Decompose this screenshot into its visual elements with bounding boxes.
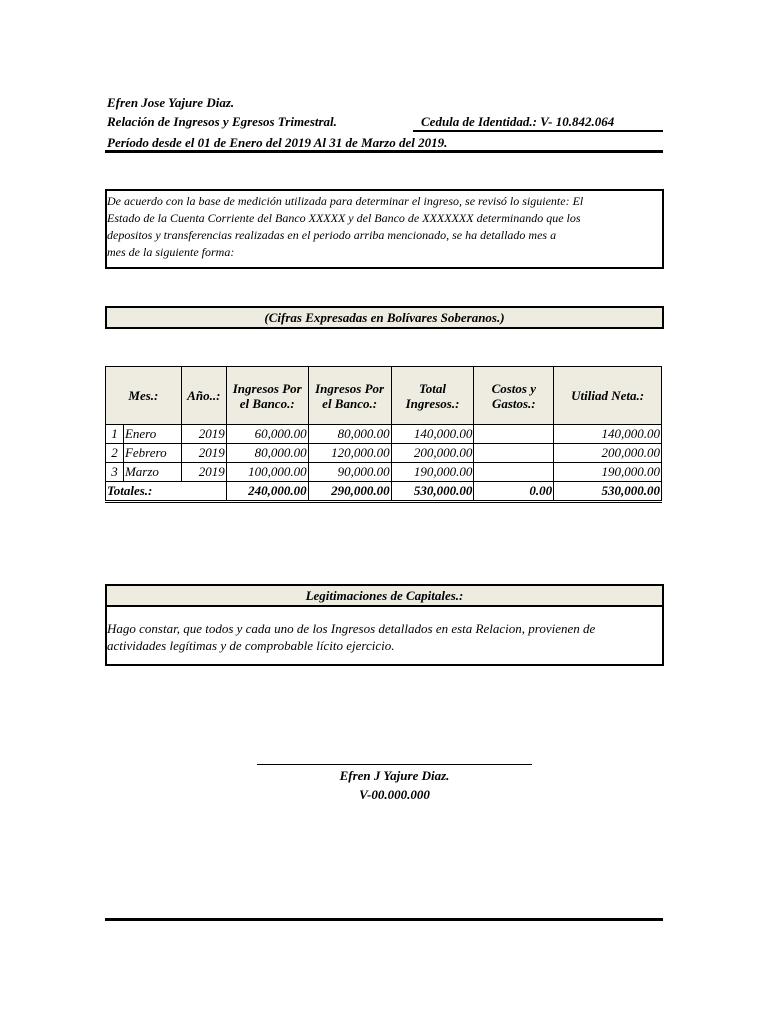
- row-number: 2: [106, 444, 124, 463]
- row-number: 3: [106, 463, 124, 482]
- col-header-mes: Mes.:: [106, 367, 182, 425]
- totals-row: [106, 482, 662, 502]
- legit-line: actividades legítimas y de comprobable lícito ejercicio.: [107, 638, 395, 653]
- legit-title: Legitimaciones de Capitales.:: [105, 584, 664, 607]
- income-table: [105, 366, 662, 503]
- header-rule: [105, 150, 663, 153]
- totals-utilidad: 530,000.00: [554, 482, 662, 502]
- intro-line: De acuerdo con la base de medición utilizada para determinar el ingreso, se revisó lo siguiente: El: [107, 194, 584, 208]
- table-row: [106, 425, 662, 444]
- row-month: Febrero: [123, 444, 181, 463]
- legit-line: Hago constar, que todos y cada uno de los Ingresos detallados en esta Relacion, provienen de: [107, 621, 596, 636]
- row-ingresos-1: 100,000.00: [226, 463, 308, 482]
- cedula-underline: [413, 130, 663, 132]
- intro-paragraph: [105, 189, 664, 269]
- signature-id: V-00.000.000: [359, 787, 430, 802]
- row-ingresos-2: 80,000.00: [308, 425, 391, 444]
- totals-label: Totales.:: [106, 482, 227, 502]
- row-costos: [474, 444, 554, 463]
- row-total: 140,000.00: [391, 425, 474, 444]
- totals-ingresos-1: 240,000.00: [226, 482, 308, 502]
- col-header-anio: Año..:: [181, 367, 226, 425]
- row-ingresos-1: 80,000.00: [226, 444, 308, 463]
- row-year: 2019: [181, 463, 226, 482]
- row-year: 2019: [181, 425, 226, 444]
- footer-rule: [105, 918, 663, 921]
- row-year: 2019: [181, 444, 226, 463]
- row-total: 190,000.00: [391, 463, 474, 482]
- row-ingresos-2: 90,000.00: [308, 463, 391, 482]
- row-ingresos-2: 120,000.00: [308, 444, 391, 463]
- intro-line: depositos y transferencias realizadas en el periodo arriba mencionado, se ha detallado mes a: [107, 228, 557, 242]
- row-month: Enero: [123, 425, 181, 444]
- totals-total: 530,000.00: [391, 482, 474, 502]
- legit-paragraph: [105, 603, 664, 666]
- row-number: 1: [106, 425, 124, 444]
- signature-name: Efren J Yajure Diaz.: [339, 768, 450, 783]
- row-utilidad: 200,000.00: [554, 444, 662, 463]
- header-title: Relación de Ingresos y Egresos Trimestral.: [107, 114, 337, 129]
- row-utilidad: 140,000.00: [554, 425, 662, 444]
- intro-line: Estado de la Cuenta Corriente del Banco XXXXX y del Banco de XXXXXXX determinando que los: [107, 211, 581, 225]
- table-row: [106, 444, 662, 463]
- header-name: Efren Jose Yajure Diaz.: [107, 95, 235, 110]
- totals-costos: 0.00: [474, 482, 554, 502]
- signature-line: [257, 764, 532, 765]
- row-ingresos-1: 60,000.00: [226, 425, 308, 444]
- col-header-costos: Costos y Gastos.:: [474, 367, 554, 425]
- totals-ingresos-2: 290,000.00: [308, 482, 391, 502]
- row-costos: [474, 425, 554, 444]
- col-header-utilidad: Utiliad Neta.:: [554, 367, 662, 425]
- table-header-row: [106, 367, 662, 425]
- currency-note: (Cifras Expresadas en Bolívares Soberanos.): [105, 306, 664, 329]
- intro-line: mes de la siguiente forma:: [107, 245, 235, 259]
- col-header-ingresos-2: Ingresos Por el Banco.:: [308, 367, 391, 425]
- row-month: Marzo: [123, 463, 181, 482]
- col-header-total: Total Ingresos.:: [391, 367, 474, 425]
- col-header-ingresos-1: Ingresos Por el Banco.:: [226, 367, 308, 425]
- header-period: Período desde el 01 de Enero del 2019 Al 31 de Marzo del 2019.: [107, 135, 448, 150]
- row-total: 200,000.00: [391, 444, 474, 463]
- table-row: [106, 463, 662, 482]
- row-costos: [474, 463, 554, 482]
- row-utilidad: 190,000.00: [554, 463, 662, 482]
- header-cedula: Cedula de Identidad.: V- 10.842.064: [421, 114, 615, 129]
